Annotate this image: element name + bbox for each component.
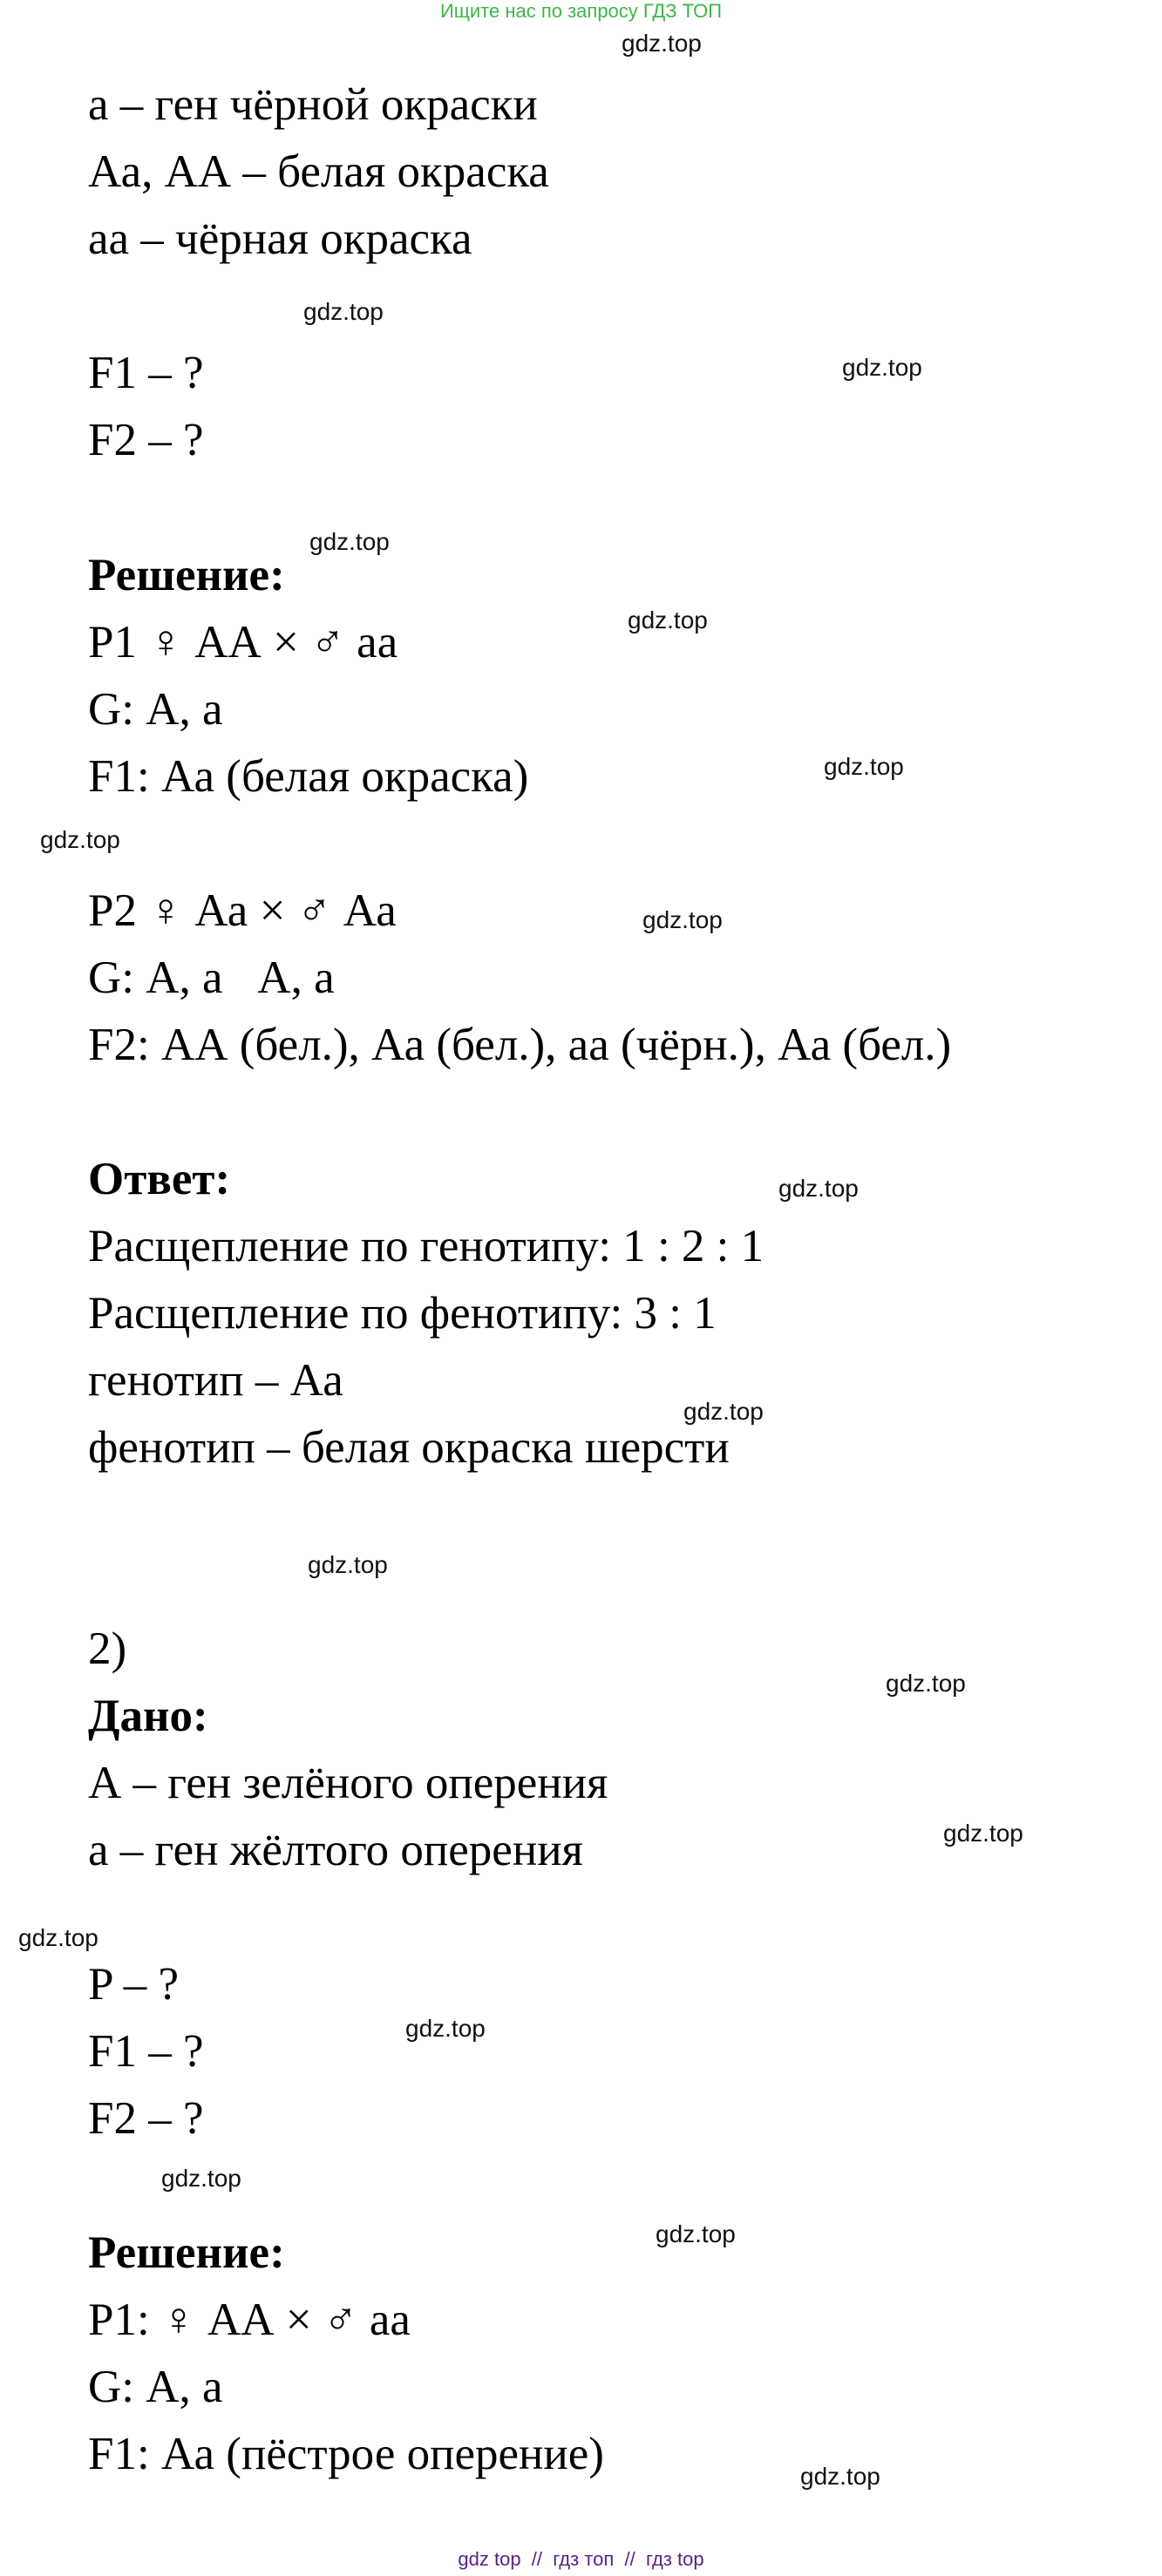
watermark: gdz.top (824, 753, 904, 780)
given-line: Аа, АА – белая окраска (88, 146, 549, 197)
given-heading: Дано: (88, 1691, 208, 1741)
watermark: gdz.top (886, 1670, 966, 1697)
given-line: а – ген жёлтого оперения (88, 1825, 583, 1875)
watermark: gdz.top (656, 2220, 736, 2247)
find-line: F1 – ? (88, 2026, 204, 2077)
watermark: gdz.top (943, 1820, 1023, 1847)
solution-line: P2 ♀ Аа × ♂ Аа (88, 885, 397, 936)
watermark: gdz.top (628, 607, 708, 634)
footer-links[interactable]: gdz top // гдз топ // гдз top (458, 2548, 704, 2570)
watermark: gdz.top (161, 2165, 241, 2192)
given-line: а – ген чёрной окраски (88, 79, 538, 130)
watermark: gdz.top (842, 354, 922, 381)
search-banner[interactable]: Ищите нас по запросу ГДЗ ТОП (439, 0, 723, 22)
watermark: gdz.top (308, 1551, 388, 1578)
watermark: gdz.top (405, 2015, 486, 2042)
watermark: gdz.top (18, 1924, 99, 1951)
find-line: P – ? (88, 1959, 180, 2010)
answer-line: Расщепление по генотипу: 1 : 2 : 1 (88, 1221, 764, 1271)
solution-line: P1: ♀ АА × ♂ аа (88, 2295, 411, 2345)
watermark: gdz.top (309, 528, 390, 555)
answer-line: фенотип – белая окраска шерсти (88, 1422, 730, 1473)
solution-line: F1: Аа (белая окраска) (88, 751, 529, 802)
watermark: gdz.top (303, 298, 384, 325)
watermark: gdz.top (642, 906, 723, 933)
solution-line: G: А, а А, а (88, 952, 335, 1003)
solution-line: G: А, а (88, 2362, 223, 2412)
find-line: F1 – ? (88, 348, 204, 398)
task-number: 2) (88, 1624, 127, 1674)
solution-heading: Решение: (88, 550, 285, 600)
given-line: А – ген зелёного оперения (88, 1758, 608, 1808)
watermark: gdz.top (683, 1398, 764, 1425)
find-line: F2 – ? (88, 415, 204, 465)
given-line: аа – чёрная окраска (88, 214, 472, 264)
watermark: gdz.top (40, 826, 120, 853)
answer-line: генотип – Аа (88, 1355, 343, 1406)
solution-heading: Решение: (88, 2227, 285, 2278)
watermark: gdz.top (800, 2463, 880, 2490)
solution-line: G: А, а (88, 684, 223, 735)
solution-line: P1 ♀ АА × ♂ аа (88, 617, 398, 668)
watermark: gdz.top (622, 30, 702, 57)
answer-line: Расщепление по фенотипу: 3 : 1 (88, 1288, 717, 1339)
find-line: F2 – ? (88, 2093, 204, 2144)
solution-line: F2: АА (бел.), Аа (бел.), аа (чёрн.), Аа (бел.) (88, 1020, 952, 1070)
watermark: gdz.top (778, 1175, 859, 1202)
answer-heading: Ответ: (88, 1154, 231, 1204)
solution-line: F1: Аа (пёстрое оперение) (88, 2429, 604, 2479)
